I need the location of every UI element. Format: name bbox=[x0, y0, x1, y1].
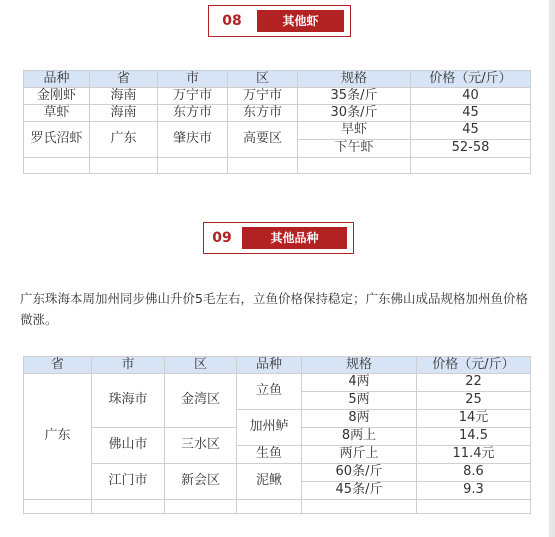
city-cell: 江门市 bbox=[92, 464, 165, 500]
column-header: 规格 bbox=[298, 71, 411, 88]
column-header: 市 bbox=[92, 357, 165, 374]
table-row-empty bbox=[24, 158, 531, 174]
province-cell: 海南 bbox=[90, 105, 158, 122]
district-cell: 东方市 bbox=[228, 105, 298, 122]
spec-cell: 30条/斤 bbox=[298, 105, 411, 122]
spec-cell: 两斤上 bbox=[302, 446, 417, 464]
price-cell: 52-58 bbox=[411, 140, 531, 158]
price-cell: 40 bbox=[411, 88, 531, 105]
city-cell: 珠海市 bbox=[92, 374, 165, 428]
district-cell: 高要区 bbox=[228, 122, 298, 158]
fish-price-table bbox=[23, 356, 531, 514]
section-title: 其他虾 bbox=[257, 10, 344, 32]
price-cell: 9.3 bbox=[417, 482, 531, 500]
section-header-09 bbox=[203, 222, 354, 254]
variety-cell: 加州鲈 bbox=[237, 410, 302, 446]
district-cell: 金湾区 bbox=[165, 374, 237, 428]
city-cell: 佛山市 bbox=[92, 428, 165, 464]
shrimp-price-table bbox=[23, 70, 531, 174]
price-cell: 22 bbox=[417, 374, 531, 392]
province-cell: 海南 bbox=[90, 88, 158, 105]
district-cell: 万宁市 bbox=[228, 88, 298, 105]
spec-cell: 8两 bbox=[302, 410, 417, 428]
table-header-row bbox=[24, 71, 531, 88]
city-cell: 东方市 bbox=[158, 105, 228, 122]
spec-cell: 60条/斤 bbox=[302, 464, 417, 482]
province-cell: 广东 bbox=[90, 122, 158, 158]
price-cell: 11.4元 bbox=[417, 446, 531, 464]
spec-cell: 5两 bbox=[302, 392, 417, 410]
table-row bbox=[24, 464, 531, 482]
market-summary-paragraph: 广东珠海本周加州同步佛山升价5毛左右，立鱼价格保持稳定；广东佛山成品规格加州鱼价格微涨。 bbox=[20, 291, 528, 327]
district-cell: 新会区 bbox=[165, 464, 237, 500]
column-header: 省 bbox=[90, 71, 158, 88]
column-header: 品种 bbox=[237, 357, 302, 374]
table-header-row bbox=[24, 357, 531, 374]
section-number: 08 bbox=[222, 13, 242, 29]
province-cell: 广东 bbox=[24, 374, 92, 500]
page-edge-strip bbox=[549, 0, 555, 537]
price-cell: 8.6 bbox=[417, 464, 531, 482]
price-cell: 45 bbox=[411, 122, 531, 140]
spec-cell: 下午虾 bbox=[298, 140, 411, 158]
spec-cell: 早虾 bbox=[298, 122, 411, 140]
spec-cell: 4两 bbox=[302, 374, 417, 392]
spec-cell: 8两上 bbox=[302, 428, 417, 446]
spec-cell: 35条/斤 bbox=[298, 88, 411, 105]
variety-cell: 草虾 bbox=[24, 105, 90, 122]
city-cell: 肇庆市 bbox=[158, 122, 228, 158]
section-number: 09 bbox=[212, 230, 232, 246]
table-row bbox=[24, 374, 531, 392]
column-header: 价格（元/斤） bbox=[411, 71, 531, 88]
variety-cell: 立鱼 bbox=[237, 374, 302, 410]
column-header: 省 bbox=[24, 357, 92, 374]
variety-cell: 泥鳅 bbox=[237, 464, 302, 500]
price-cell: 14元 bbox=[417, 410, 531, 428]
district-cell: 三水区 bbox=[165, 428, 237, 464]
variety-cell: 生鱼 bbox=[237, 446, 302, 464]
table-row bbox=[24, 122, 531, 140]
city-cell: 万宁市 bbox=[158, 88, 228, 105]
spec-cell: 45条/斤 bbox=[302, 482, 417, 500]
column-header: 价格（元/斤） bbox=[417, 357, 531, 374]
section-header-08 bbox=[208, 5, 351, 37]
variety-cell: 罗氏沼虾 bbox=[24, 122, 90, 158]
table-row-empty bbox=[24, 500, 531, 514]
column-header: 市 bbox=[158, 71, 228, 88]
price-cell: 45 bbox=[411, 105, 531, 122]
column-header: 规格 bbox=[302, 357, 417, 374]
price-cell: 25 bbox=[417, 392, 531, 410]
column-header: 品种 bbox=[24, 71, 90, 88]
price-cell: 14.5 bbox=[417, 428, 531, 446]
table-row bbox=[24, 88, 531, 105]
column-header: 区 bbox=[165, 357, 237, 374]
table-row bbox=[24, 105, 531, 122]
column-header: 区 bbox=[228, 71, 298, 88]
variety-cell: 金刚虾 bbox=[24, 88, 90, 105]
section-title: 其他品种 bbox=[242, 227, 347, 249]
